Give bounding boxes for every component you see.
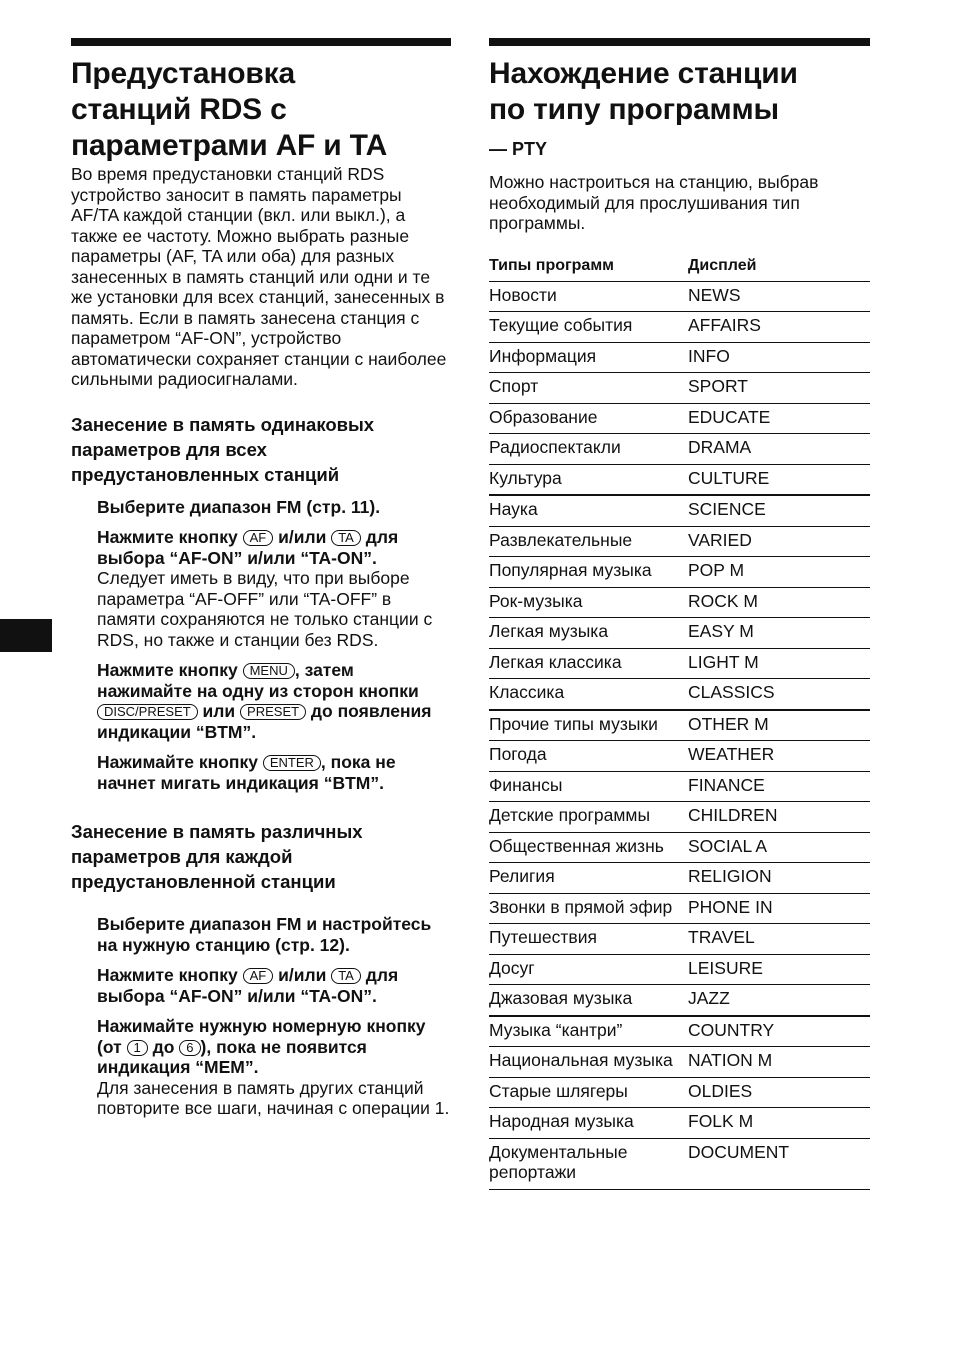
table-row [489, 741, 870, 772]
display-cell: TRAVEL [688, 924, 870, 955]
program-type-cell: Культура [489, 464, 688, 495]
table-row [489, 434, 870, 465]
section1-heading: Занесение в память одинаковых параметров для всех предустановленных станций [71, 413, 375, 485]
program-type-cell: Рок-музыка [489, 587, 688, 618]
program-type-cell: Джазовая музыка [489, 985, 688, 1016]
table-row [489, 526, 870, 557]
program-type-cell: Легкая классика [489, 648, 688, 679]
display-cell: SOCIAL A [688, 832, 870, 863]
table-row [489, 1047, 870, 1078]
header-program-type: Типы программ [489, 256, 688, 282]
section2-step-3: Нажимайте нужную номерную кнопку (от 1 до 6 ), пока не появится индикация “MEM”. Для занесения в память других станций повторите все шаги, начиная с операции 1. [97, 1016, 450, 1118]
table-row [489, 1077, 870, 1108]
page-edge-tab [0, 619, 52, 652]
section2-step-1: Выберите диапазон FM и настройтесь на нужную станцию (стр. 12). [97, 914, 432, 955]
section2-step-2: Нажмите кнопку AF и/или TA для выбора “AF-ON” и/или “TA-ON”. [97, 965, 399, 1006]
disc-preset-key: DISC/PRESET [97, 704, 198, 720]
table-row [489, 893, 870, 924]
display-cell: NEWS [688, 281, 870, 312]
program-type-cell: Погода [489, 741, 688, 772]
display-cell: EASY M [688, 618, 870, 649]
pty-table [489, 256, 870, 1190]
display-cell: LIGHT M [688, 648, 870, 679]
right-title-line: по типу программы [489, 93, 779, 126]
display-cell: VARIED [688, 526, 870, 557]
ta-key: TA [331, 530, 361, 546]
enter-key: ENTER [263, 755, 321, 771]
section1-step-2-note: Следует иметь в виду, что при выборе параметра “AF-OFF” или “TA-OFF” в памяти сохраняются не только станции с RDS, но также и станции без RDS. [97, 568, 433, 650]
number-key-1: 1 [127, 1040, 148, 1056]
table-row [489, 403, 870, 434]
left-column [71, 38, 451, 1129]
display-cell: OLDIES [688, 1077, 870, 1108]
section2-steps [97, 914, 451, 1119]
table-row [489, 464, 870, 495]
menu-key: MENU [243, 663, 295, 679]
program-type-cell: Классика [489, 679, 688, 710]
right-title-rule [489, 38, 870, 46]
program-type-cell: Радиоспектакли [489, 434, 688, 465]
left-title-line: Предустановка [71, 57, 295, 90]
display-cell: FOLK M [688, 1108, 870, 1139]
table-row [489, 771, 870, 802]
display-cell: CHILDREN [688, 802, 870, 833]
program-type-cell: Народная музыка [489, 1108, 688, 1139]
section1-steps [97, 497, 451, 794]
right-column [489, 38, 870, 1190]
program-type-cell: Национальная музыка [489, 1047, 688, 1078]
display-cell: LEISURE [688, 954, 870, 985]
display-cell: CLASSICS [688, 679, 870, 710]
program-type-cell: Общественная жизнь [489, 832, 688, 863]
table-row [489, 954, 870, 985]
left-title [71, 56, 451, 164]
program-type-cell: Текущие события [489, 312, 688, 343]
number-key-6: 6 [179, 1040, 200, 1056]
table-row [489, 1108, 870, 1139]
table-row [489, 802, 870, 833]
program-type-cell: Прочие типы музыки [489, 710, 688, 741]
table-row [489, 1016, 870, 1047]
display-cell: NATION M [688, 1047, 870, 1078]
display-cell: JAZZ [688, 985, 870, 1016]
table-row [489, 495, 870, 526]
program-type-cell: Досуг [489, 954, 688, 985]
program-type-cell: Наука [489, 495, 688, 526]
program-type-cell: Развлекательные [489, 526, 688, 557]
program-type-cell: Путешествия [489, 924, 688, 955]
table-row [489, 618, 870, 649]
section1-step-2: Нажмите кнопку AF и/или TA для выбора “AF-ON” и/или “TA-ON”. Следует иметь в виду, что при выборе параметра “AF-OFF” или “TA-OFF” в памяти сохраняются не только станции с RDS, но также и станции без RDS. [97, 527, 433, 650]
program-type-cell: Религия [489, 863, 688, 894]
display-cell: POP M [688, 557, 870, 588]
section2-step-3-note: Для занесения в память других станций повторите все шаги, начиная с операции 1. [97, 1077, 450, 1118]
display-cell: INFO [688, 342, 870, 373]
table-row [489, 710, 870, 741]
program-type-cell: Детские программы [489, 802, 688, 833]
table-row [489, 587, 870, 618]
left-title-line: параметрами AF и TA [71, 129, 388, 162]
display-cell: RELIGION [688, 863, 870, 894]
program-type-cell: Спорт [489, 373, 688, 404]
display-cell: CULTURE [688, 464, 870, 495]
table-row [489, 648, 870, 679]
right-title [489, 56, 870, 128]
table-row [489, 1138, 870, 1189]
table-row [489, 679, 870, 710]
table-row [489, 832, 870, 863]
table-row [489, 312, 870, 343]
section1-step-3: Нажмите кнопку MENU , затем нажимайте на одну из сторон кнопки DISC/PRESET или PRESET до появления индикации “BTM”. [97, 660, 432, 742]
program-type-cell: Образование [489, 403, 688, 434]
display-cell: ROCK M [688, 587, 870, 618]
right-intro-text: Можно настроиться на станцию, выбрав необходимый для прослушивания тип программы. [489, 172, 819, 233]
program-type-cell: Звонки в прямой эфир [489, 893, 688, 924]
display-cell: SPORT [688, 373, 870, 404]
display-cell: PHONE IN [688, 893, 870, 924]
left-intro-text: Во время предустановки станций RDS устройство заносит в память параметры AF/TA каждой станции (вкл. или выкл.), а также ее частоту. Можно выбрать разные параметры (AF, TA или оба) для разных занесенных в память станций или одни и те же установки для всех станций, занесенных в память. Если в память занесена станция с параметром “AF-ON”, устройство автоматически сохраняет станции с наиболее сильными радиосигналами. [71, 164, 447, 389]
section2-heading: Занесение в память различных параметров для каждой предустановленной станции [71, 821, 363, 892]
display-cell: DOCUMENT [688, 1138, 870, 1189]
section1-step-1: Выберите диапазон FM (стр. 11). [97, 496, 381, 517]
display-cell: OTHER M [688, 710, 870, 741]
program-type-cell: Информация [489, 342, 688, 373]
program-type-cell: Популярная музыка [489, 557, 688, 588]
pty-table-header [489, 256, 870, 282]
display-cell: COUNTRY [688, 1016, 870, 1047]
table-row [489, 985, 870, 1016]
preset-key: PRESET [240, 704, 306, 720]
display-cell: EDUCATE [688, 403, 870, 434]
program-type-cell: Старые шлягеры [489, 1077, 688, 1108]
display-cell: FINANCE [688, 771, 870, 802]
table-row [489, 557, 870, 588]
header-display: Дисплей [688, 256, 870, 282]
display-cell: DRAMA [688, 434, 870, 465]
af-key: AF [243, 968, 274, 984]
right-subtitle: — PTY [489, 139, 548, 159]
table-row [489, 342, 870, 373]
right-title-line: Нахождение станции [489, 57, 798, 90]
display-cell: WEATHER [688, 741, 870, 772]
program-type-cell: Музыка “кантри” [489, 1016, 688, 1047]
left-title-line: станций RDS с [71, 93, 287, 126]
table-row [489, 863, 870, 894]
program-type-cell: Документальные репортажи [489, 1138, 688, 1189]
display-cell: AFFAIRS [688, 312, 870, 343]
display-cell: SCIENCE [688, 495, 870, 526]
program-type-cell: Финансы [489, 771, 688, 802]
program-type-cell: Легкая музыка [489, 618, 688, 649]
table-row [489, 924, 870, 955]
af-key: AF [243, 530, 274, 546]
section1-step-4: Нажимайте кнопку ENTER , пока не начнет мигать индикация “BTM”. [97, 752, 396, 793]
program-type-cell: Новости [489, 281, 688, 312]
table-row [489, 281, 870, 312]
table-row [489, 373, 870, 404]
left-title-rule [71, 38, 451, 46]
ta-key: TA [331, 968, 361, 984]
